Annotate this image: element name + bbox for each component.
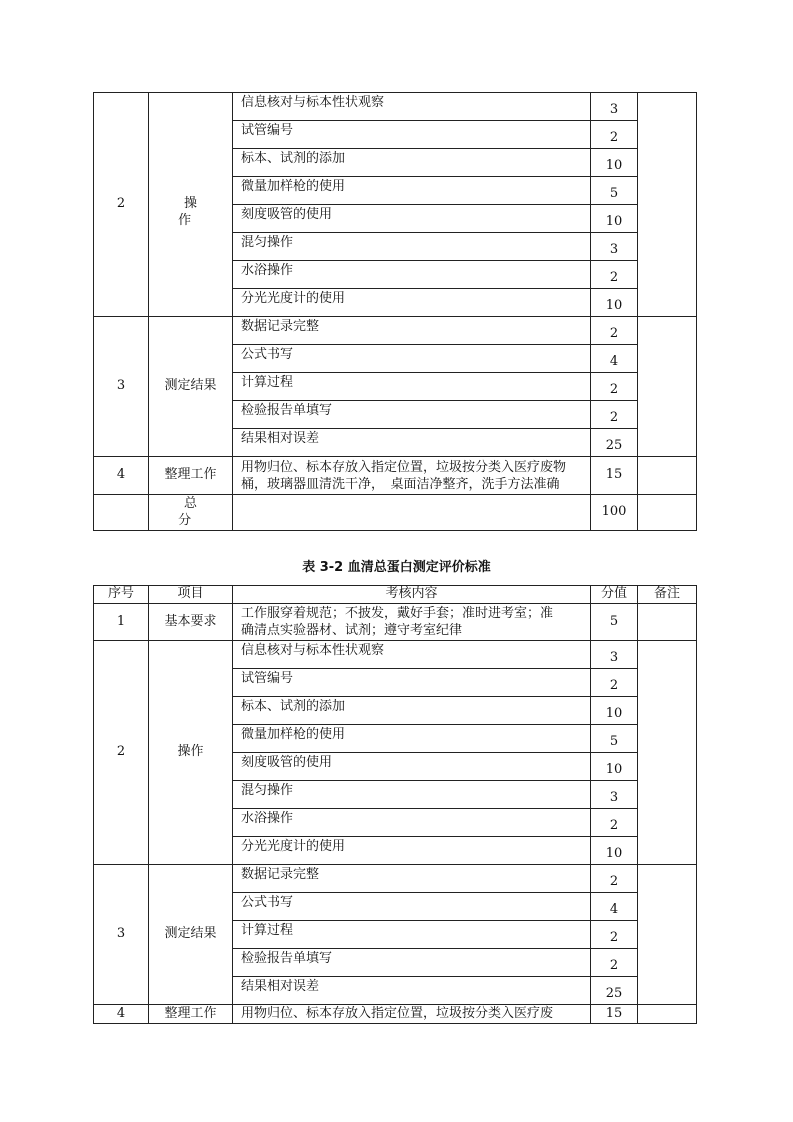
score-cell: 10 [591,837,638,865]
content-cell: 结果相对误差 [233,429,591,457]
content-cell: 试管编号 [233,121,591,149]
item-name: 测定结果 [149,865,233,1005]
remark-cell [638,495,697,531]
score-cell: 2 [591,261,638,289]
content-cell: 分光光度计的使用 [233,289,591,317]
score-cell: 15 [591,457,638,495]
item-name: 整理工作 [149,1005,233,1024]
content-line: 确清点实验器材、试剂；遵守考室纪律 [241,623,463,638]
score-cell: 10 [591,149,638,177]
score-cell: 5 [591,604,638,641]
score-cell: 5 [591,725,638,753]
score-cell: 3 [591,641,638,669]
score-cell: 10 [591,205,638,233]
table-row [94,865,697,893]
row-number: 4 [94,1005,149,1024]
content-cell: 计算过程 [233,373,591,401]
score-cell: 3 [591,93,638,121]
score-cell: 5 [591,177,638,205]
score-cell: 4 [591,893,638,921]
item-name: 基本要求 [149,604,233,641]
table-row [94,604,697,641]
content-cell: 水浴操作 [233,261,591,289]
header-score: 分值 [591,586,638,604]
content-cell: 混匀操作 [233,233,591,261]
total-score: 100 [591,495,638,531]
content-cell: 检验报告单填写 [233,401,591,429]
header-item: 项目 [149,586,233,604]
content-cell: 用物归位、标本存放入指定位置，垃圾按分类入医疗废 [233,1005,591,1024]
row-number: 1 [94,604,149,641]
row-number [94,495,149,531]
content-cell: 检验报告单填写 [233,949,591,977]
item-name: 整理工作 [149,457,233,495]
content-cell: 微量加样枪的使用 [233,177,591,205]
score-cell: 2 [591,669,638,697]
total-row [94,495,697,531]
content-cell [233,495,591,531]
remark-cell [638,865,697,1005]
content-cell: 结果相对误差 [233,977,591,1005]
content-cell: 标本、试剂的添加 [233,149,591,177]
remark-cell [638,641,697,865]
score-cell: 4 [591,345,638,373]
remark-cell [638,604,697,641]
content-line: 桶，玻璃器皿清洗干净， 桌面洁净整齐，洗手方法准确 [241,476,560,492]
remark-cell [638,457,697,495]
item-name: 操 作 [149,93,233,317]
score-cell: 2 [591,949,638,977]
row-number: 3 [94,865,149,1005]
content-cell: 信息核对与标本性状观察 [233,93,591,121]
header-row [94,586,697,604]
score-cell: 2 [591,865,638,893]
content-cell: 公式书写 [233,345,591,373]
row-number: 4 [94,457,149,495]
table-row [94,641,697,669]
table-1 [93,92,697,531]
table-row [94,93,697,121]
content-cell: 分光光度计的使用 [233,837,591,865]
table-2 [93,585,697,1024]
content-line: 工作服穿着规范；不披发，戴好手套；准时进考室；准 [241,606,554,621]
score-cell: 2 [591,121,638,149]
table-caption: 表 3-2 血清总蛋白测定评价标准 [302,560,491,575]
content-cell [233,604,591,641]
score-cell: 2 [591,373,638,401]
remark-cell [638,1005,697,1024]
content-cell: 混匀操作 [233,781,591,809]
remark-cell [638,317,697,457]
header-no: 序号 [94,586,149,604]
content-cell: 水浴操作 [233,809,591,837]
table-row [94,317,697,345]
content-cell: 刻度吸管的使用 [233,205,591,233]
score-cell: 10 [591,753,638,781]
content-cell: 数据记录完整 [233,865,591,893]
score-cell: 2 [591,317,638,345]
score-cell: 10 [591,697,638,725]
score-cell: 15 [591,1005,638,1024]
item-name: 测定结果 [149,317,233,457]
score-cell: 2 [591,921,638,949]
content-cell: 试管编号 [233,669,591,697]
row-number: 2 [94,641,149,865]
header-remark: 备注 [638,586,697,604]
content-cell: 计算过程 [233,921,591,949]
content-cell: 微量加样枪的使用 [233,725,591,753]
score-cell: 3 [591,781,638,809]
content-cell: 信息核对与标本性状观察 [233,641,591,669]
score-cell: 3 [591,233,638,261]
table-row [94,1005,697,1024]
item-name: 操作 [149,641,233,865]
total-label: 总 分 [149,495,233,531]
row-number: 3 [94,317,149,457]
content-cell [233,457,591,495]
table-row [94,457,697,495]
score-cell: 2 [591,401,638,429]
score-cell: 10 [591,289,638,317]
content-line: 用物归位、标本存放入指定位置，垃圾按分类入医疗废物 [241,459,567,475]
score-cell: 25 [591,977,638,1005]
content-cell: 刻度吸管的使用 [233,753,591,781]
row-number: 2 [94,93,149,317]
score-cell: 2 [591,809,638,837]
header-content: 考核内容 [233,586,591,604]
content-cell: 标本、试剂的添加 [233,697,591,725]
content-cell: 公式书写 [233,893,591,921]
remark-cell [638,93,697,317]
score-cell: 25 [591,429,638,457]
content-cell: 数据记录完整 [233,317,591,345]
